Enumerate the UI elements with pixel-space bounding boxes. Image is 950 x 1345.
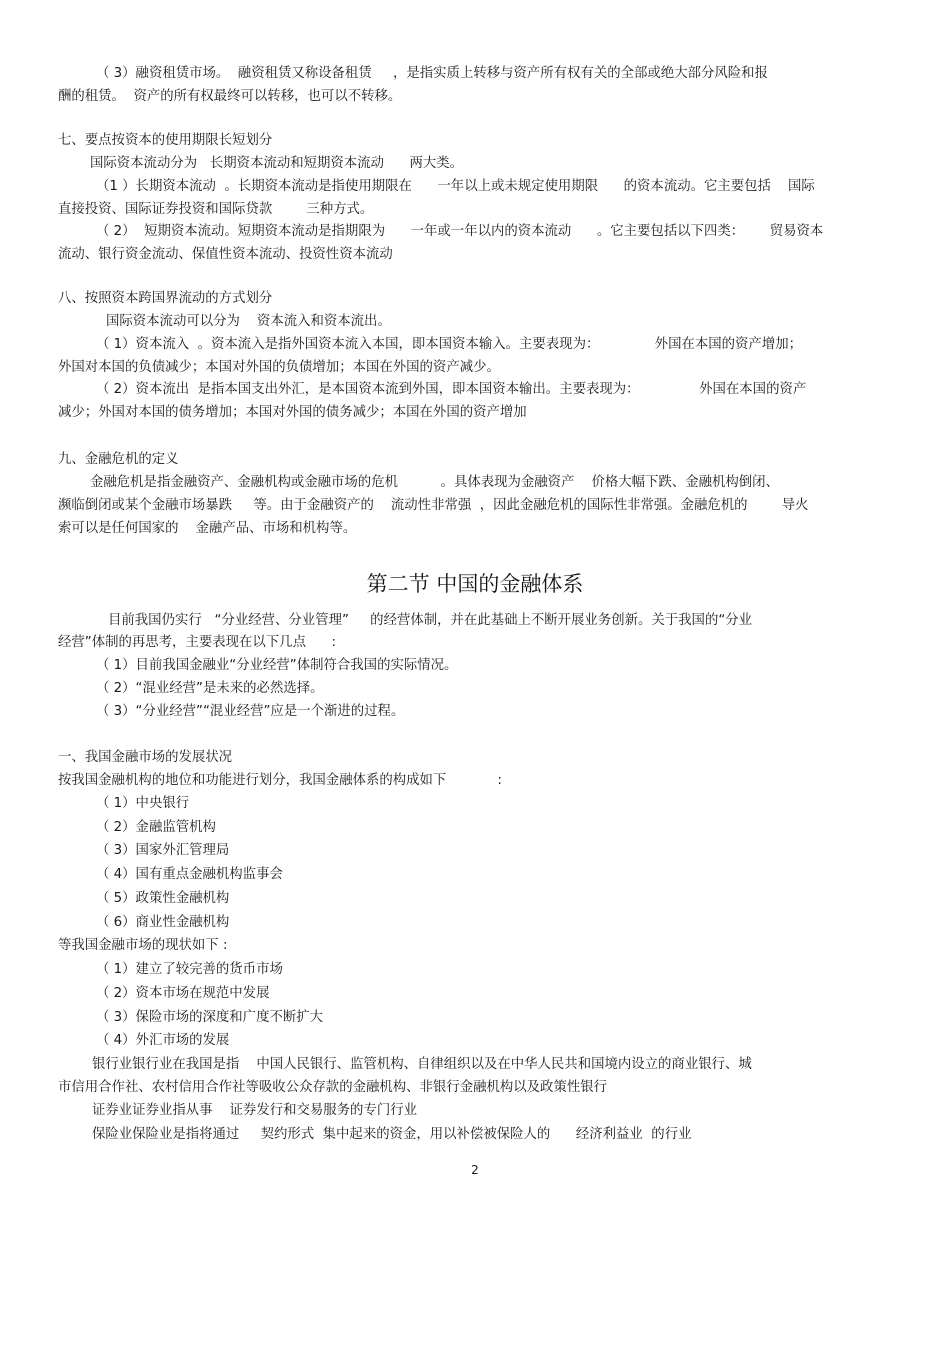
text-line: （ 3）融资租赁市场。 融资租赁又称设备租赁 ，是指实质上转移与资产所有权有关的全部或绝大部分风险和报: [96, 66, 768, 81]
list-item: （ 2）“混业经营”是未来的必然选择。: [96, 681, 324, 696]
section-heading: 七、要点按资本的使用期限长短划分: [58, 133, 273, 148]
text-line: 直接投资、国际证券投资和国际贷款 三种方式。: [58, 202, 374, 217]
section-heading: 九、金融危机的定义: [58, 452, 179, 467]
text-line: 银行业银行业在我国是指 中国人民银行、监管机构、自律组织以及在中华人民共和国境内设立的商业银行、城: [92, 1057, 752, 1072]
list-item: （ 3）保险市场的深度和广度不断扩大: [96, 1010, 324, 1025]
text-line: 保险业保险业是指将通过 契约形式 集中起来的资金，用以补偿被保险人的 经济利益业 的行业: [92, 1127, 692, 1142]
section-heading: 八、按照资本跨国界流动的方式划分: [58, 291, 273, 306]
page-number: 2: [471, 1163, 479, 1177]
list-item: （ 5）政策性金融机构: [96, 891, 230, 906]
text-line: （ 2）资本流出 是指本国支出外汇，是本国资本流到外国，即本国资本输出。主要表现为： 外国在本国的资产: [96, 382, 807, 397]
text-line: 目前我国仍实行 “分业经营、分业管理” 的经营体制，并在此基础上不断开展业务创新。关于我国的“分业: [108, 613, 753, 628]
text-line: 金融危机是指金融资产、金融机构或金融市场的危机 。具体表现为金融资产 价格大幅下跌、金融机构倒闭、: [90, 475, 779, 490]
text-line: 按我国金融机构的地位和功能进行划分，我国金融体系的构成如下 :: [58, 773, 502, 788]
text-line: 证券业证券业指从事 证券发行和交易服务的专门行业: [92, 1103, 418, 1118]
list-item: （ 1）目前我国金融业“分业经营”体制符合我国的实际情况。: [96, 658, 458, 673]
text-line: 市信用合作社、农村信用合作社等吸收公众存款的金融机构、非银行金融机构以及政策性银行: [58, 1080, 608, 1095]
text-line: （1 ）长期资本流动 。长期资本流动是指使用期限在 一年以上或未规定使用期限 的资本流动。它主要包括 国际: [96, 179, 815, 194]
list-item: （ 6）商业性金融机构: [96, 915, 230, 930]
list-item: （ 3）“分业经营”“混业经营”应是一个渐进的过程。: [96, 704, 405, 719]
list-item: （ 3）国家外汇管理局: [96, 843, 230, 858]
text-line: 经营”体制的再思考，主要表现在以下几点 :: [58, 635, 337, 650]
text-line: 酬的租赁。 资产的所有权最终可以转移，也可以不转移。: [58, 89, 402, 104]
text-line: 外国对本国的负债减少；本国对外国的负债增加；本国在外国的资产减少。: [58, 360, 500, 375]
section-heading: 一、我国金融市场的发展状况: [58, 750, 233, 765]
text-line: 索可以是任何国家的 金融产品、市场和机构等。: [58, 521, 357, 536]
list-item: （ 4）外汇市场的发展: [96, 1033, 230, 1048]
text-line: 减少；外国对本国的债务增加；本国对外国的债务减少；本国在外国的资产增加: [58, 405, 527, 420]
list-item: （ 2）金融监管机构: [96, 820, 216, 835]
list-item: （ 1）中央银行: [96, 796, 190, 811]
text-line: 国际资本流动分为 长期资本流动和短期资本流动 两大类。: [90, 156, 464, 171]
text-line: 等我国金融市场的现状如下 :: [58, 938, 228, 953]
list-item: （ 2）资本市场在规范中发展: [96, 986, 270, 1001]
text-line: 濒临倒闭或某个金融市场暴跌 等。由于金融资产的 流动性非常强 ，因此金融危机的国际性非常强。金融危机的 导火: [58, 498, 809, 513]
text-line: （ 2） 短期资本流动。短期资本流动是指期限为 一年或一年以内的资本流动 。它主要包括以下四类： 贸易资本: [96, 224, 824, 239]
list-item: （ 1）建立了较完善的货币市场: [96, 962, 283, 977]
text-line: 国际资本流动可以分为 资本流入和资本流出。: [106, 314, 391, 329]
list-item: （ 4）国有重点金融机构监事会: [96, 867, 283, 882]
text-line: 流动、银行资金流动、保值性资本流动、投资性资本流动: [58, 247, 393, 262]
chapter-title: 第二节 中国的金融体系: [366, 572, 584, 596]
text-line: （ 1）资本流入 。资本流入是指外国资本流入本国，即本国资本输入。主要表现为： 外国在本国的资产增加；: [96, 337, 802, 352]
